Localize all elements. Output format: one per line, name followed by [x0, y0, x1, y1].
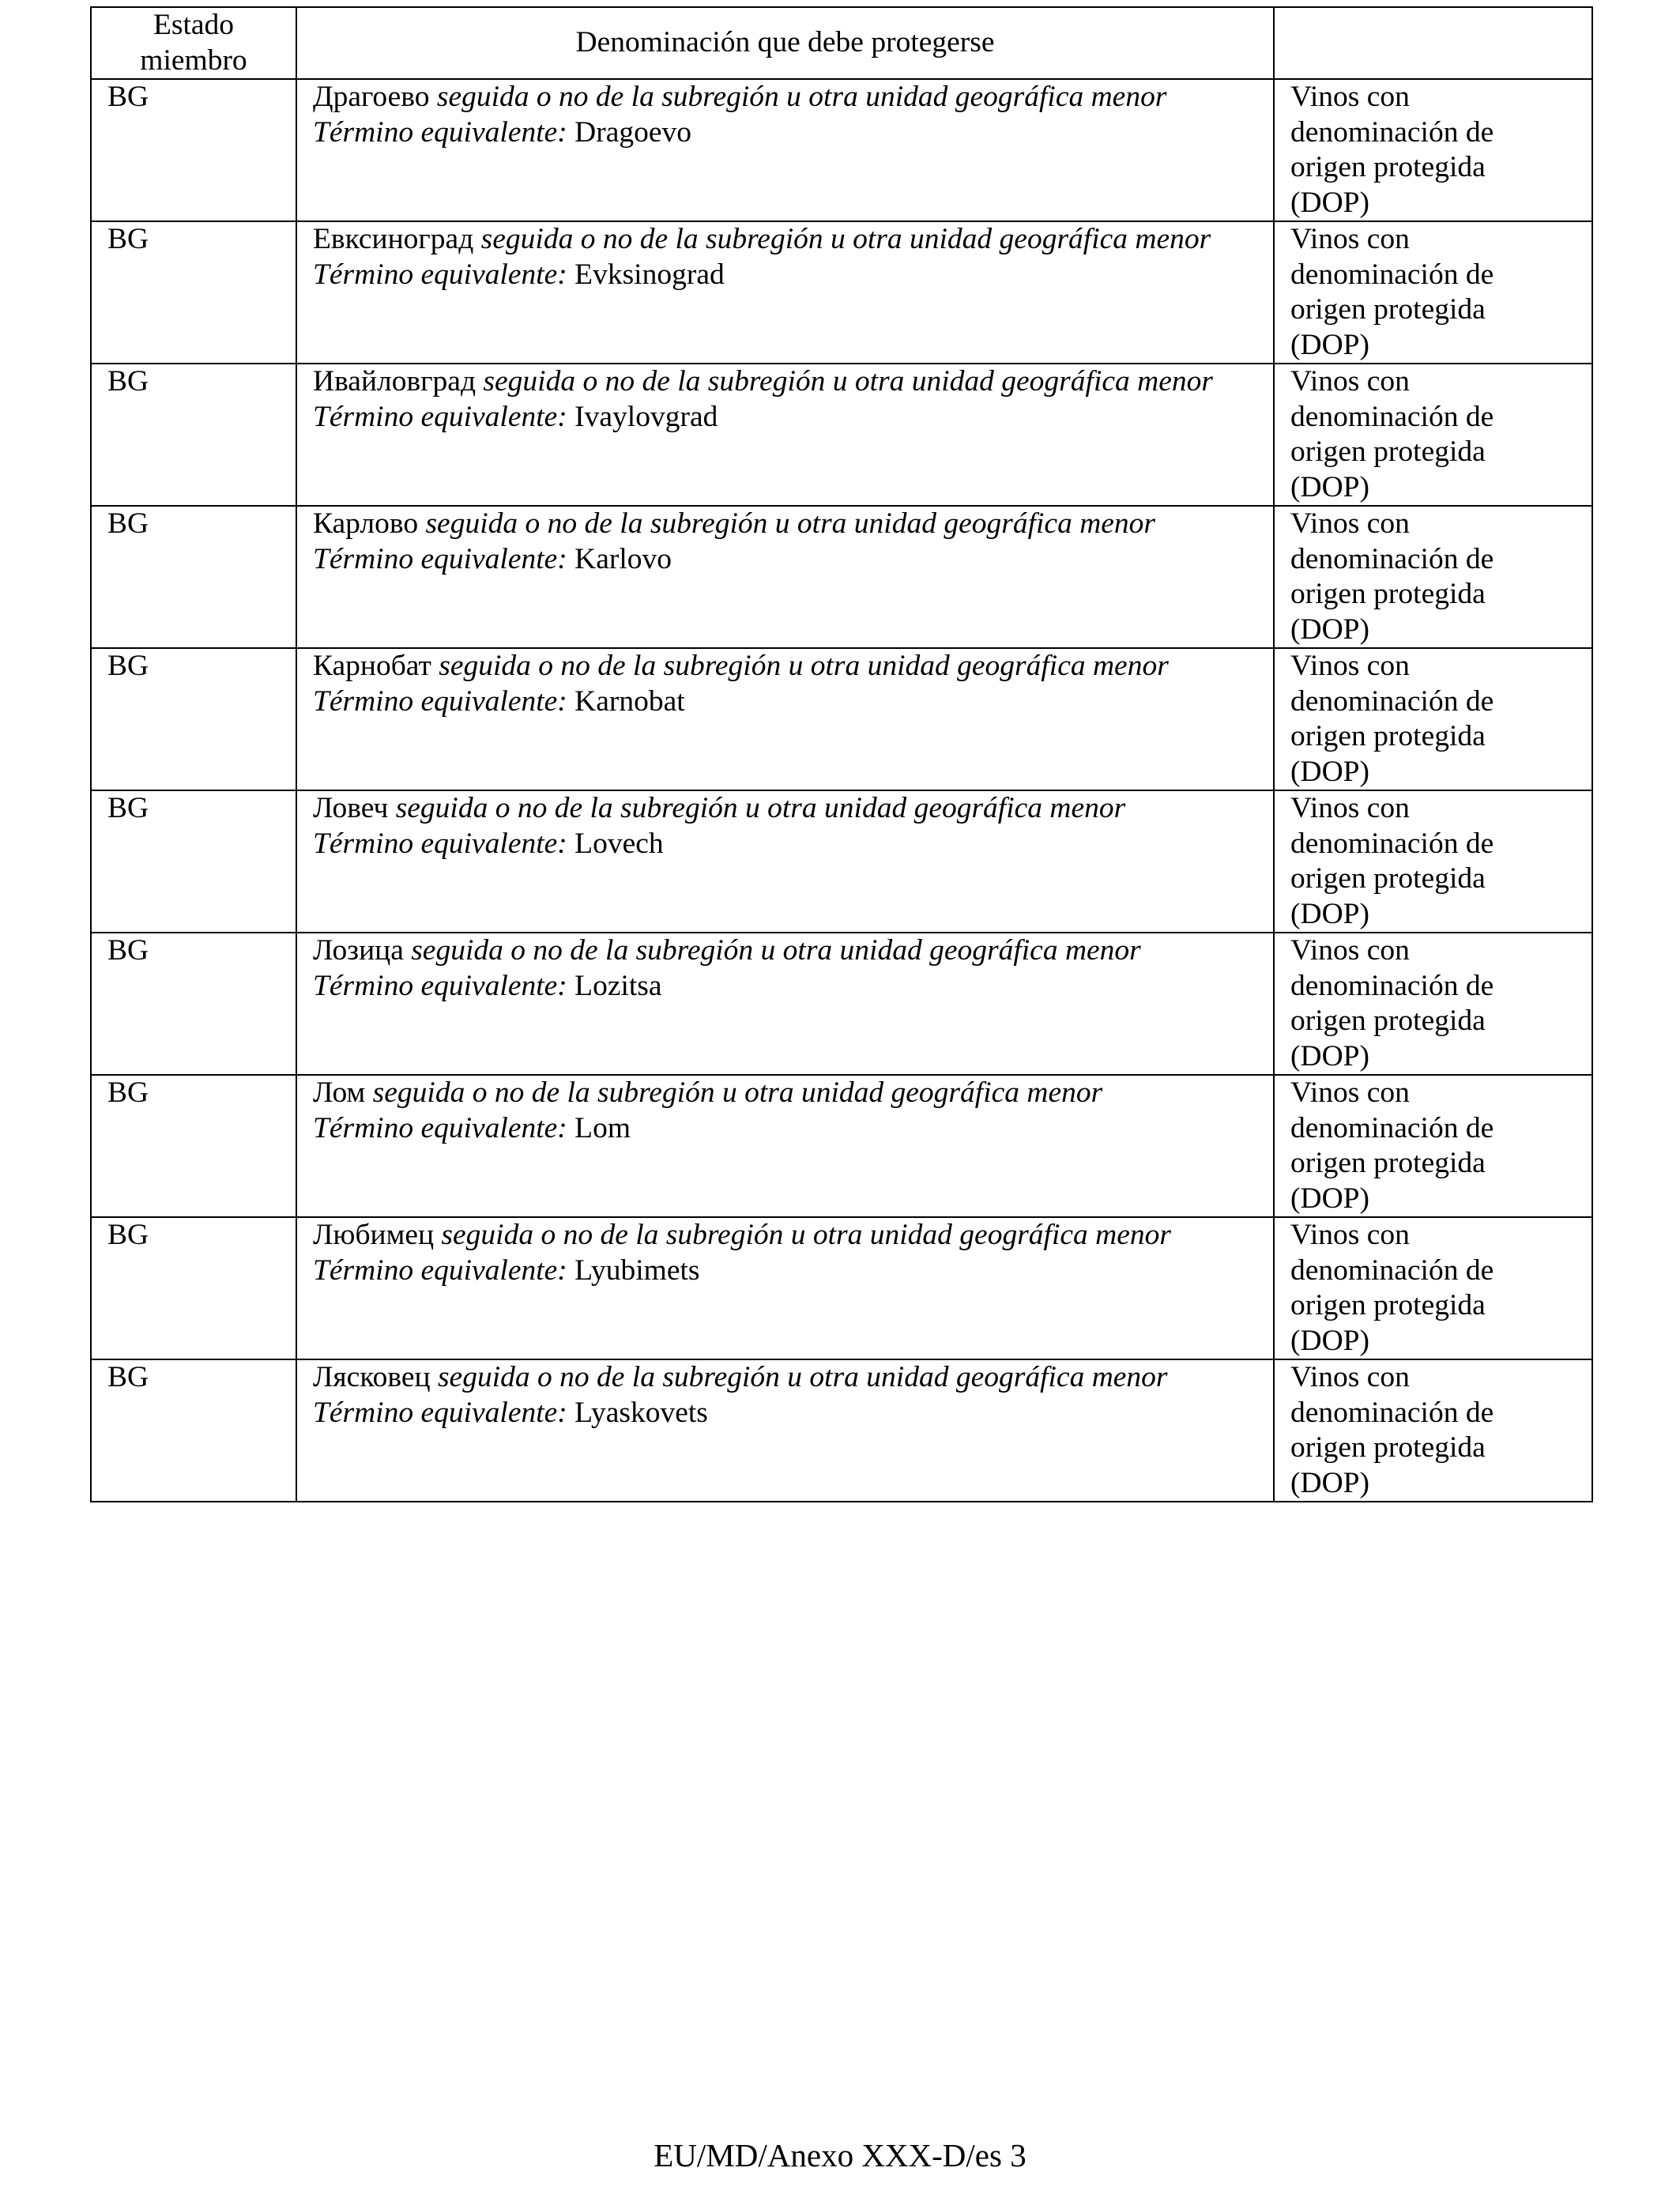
equivalent-term-line [313, 684, 1257, 720]
category-line: denominación de [1290, 969, 1494, 1002]
header-category [1274, 7, 1592, 79]
equivalent-term-label: Término equivalente: [313, 1396, 567, 1429]
category-line: denominación de [1290, 115, 1494, 149]
table-row [91, 790, 1592, 933]
category-line: origen protegida [1290, 1147, 1486, 1179]
category-cell [1274, 790, 1592, 933]
member-state-cell: BG [91, 1075, 296, 1217]
table-row [91, 933, 1592, 1075]
category-line: origen protegida [1290, 151, 1486, 183]
equivalent-term-line [313, 827, 1257, 862]
equivalent-term-value: Lom [574, 1111, 631, 1144]
equivalent-term-label: Término equivalente: [313, 684, 567, 718]
table-header-row [91, 7, 1592, 79]
equivalent-term-label: Término equivalente: [313, 827, 567, 860]
denomination-qualifier: seguida o no de la subregión u otra unidad geográfica menor [437, 1361, 1168, 1393]
category-line: (DOP) [1290, 1324, 1369, 1357]
category-cell [1274, 1359, 1592, 1502]
table-row [91, 1075, 1592, 1217]
category-line: Vinos con [1290, 650, 1410, 682]
denomination-qualifier: seguida o no de la subregión u otra unidad geográfica menor [483, 365, 1213, 398]
member-state-cell: BG [91, 221, 296, 364]
category-line: origen protegida [1290, 862, 1486, 895]
category-line: origen protegida [1290, 578, 1486, 610]
category-cell [1274, 79, 1592, 221]
equivalent-term-line [313, 1111, 1257, 1147]
table-row [91, 648, 1592, 790]
category-line: (DOP) [1290, 1039, 1369, 1072]
equivalent-term-label: Término equivalente: [313, 400, 567, 433]
member-state-cell: BG [91, 79, 296, 221]
category-line: origen protegida [1290, 720, 1486, 752]
denomination-name: Драгоево [313, 81, 430, 113]
denomination-name: Евксиноград [313, 223, 474, 255]
denomination-qualifier: seguida o no de la subregión u otra unidad geográfica menor [425, 507, 1156, 540]
category-line: origen protegida [1290, 1431, 1486, 1464]
denomination-cell [296, 221, 1274, 364]
denomination-cell [296, 933, 1274, 1075]
denomination-cell [296, 648, 1274, 790]
category-line: Vinos con [1290, 934, 1410, 967]
member-state-cell: BG [91, 1217, 296, 1359]
category-line: denominación de [1290, 542, 1494, 575]
equivalent-term-value: Lyubimets [574, 1253, 700, 1287]
denomination-name: Карлово [313, 507, 419, 540]
category-line: Vinos con [1290, 365, 1410, 398]
category-line: (DOP) [1290, 470, 1369, 503]
category-line: denominación de [1290, 827, 1494, 860]
category-line: origen protegida [1290, 435, 1486, 468]
table-row [91, 1217, 1592, 1359]
equivalent-term-value: Lovech [574, 827, 664, 860]
denomination-line [313, 80, 1257, 115]
equivalent-term-line [313, 400, 1257, 435]
page-footer-reference: EU/MD/Anexo XXX-D/es 3 [654, 2137, 1026, 2173]
category-line: origen protegida [1290, 293, 1486, 326]
denomination-name: Лом [313, 1076, 366, 1109]
equivalent-term-line [313, 1253, 1257, 1289]
denomination-qualifier: seguida o no de la subregión u otra unidad geográfica menor [439, 650, 1169, 682]
category-cell [1274, 506, 1592, 648]
denomination-name: Ивайловград [313, 365, 477, 398]
denomination-qualifier: seguida o no de la subregión u otra unidad geográfica menor [441, 1219, 1171, 1251]
denomination-qualifier: seguida o no de la subregión u otra unidad geográfica menor [411, 934, 1141, 967]
denomination-qualifier: seguida o no de la subregión u otra unidad geográfica menor [395, 792, 1126, 824]
denomination-line [313, 507, 1257, 542]
member-state-cell: BG [91, 648, 296, 790]
category-line: (DOP) [1290, 1466, 1369, 1499]
header-member-state-line1: Estado [153, 9, 235, 41]
category-line: origen protegida [1290, 1289, 1486, 1321]
category-line: Vinos con [1290, 81, 1410, 113]
category-line: (DOP) [1290, 1182, 1369, 1215]
denomination-cell [296, 790, 1274, 933]
denomination-line [313, 222, 1257, 258]
member-state-cell: BG [91, 1359, 296, 1502]
denomination-name: Карнобат [313, 650, 431, 682]
category-line: (DOP) [1290, 897, 1369, 930]
equivalent-term-value: Evksinograd [574, 258, 725, 291]
category-line: denominación de [1290, 684, 1494, 718]
equivalent-term-value: Ivaylovgrad [574, 400, 718, 433]
table-row [91, 221, 1592, 364]
category-line: (DOP) [1290, 328, 1369, 361]
denomination-qualifier: seguida o no de la subregión u otra unidad geográfica menor [372, 1076, 1103, 1109]
header-member-state-line2: miembro [140, 43, 247, 77]
equivalent-term-value: Lyaskovets [574, 1396, 708, 1429]
denomination-cell [296, 1359, 1274, 1502]
category-line: (DOP) [1290, 613, 1369, 646]
table-row [91, 506, 1592, 648]
denomination-cell [296, 79, 1274, 221]
category-line: Vinos con [1290, 1219, 1410, 1251]
denomination-name: Ловеч [313, 792, 389, 824]
equivalent-term-value: Karlovo [574, 542, 672, 575]
denomination-line [313, 1218, 1257, 1253]
equivalent-term-value: Dragoevo [574, 115, 692, 149]
equivalent-term-value: Lozitsa [574, 969, 662, 1002]
category-line: Vinos con [1290, 223, 1410, 255]
table-body [91, 79, 1592, 1502]
denomination-qualifier: seguida o no de la subregión u otra unidad geográfica menor [436, 81, 1167, 113]
denomination-name: Лясковец [313, 1361, 431, 1393]
equivalent-term-line [313, 542, 1257, 578]
equivalent-term-label: Término equivalente: [313, 1111, 567, 1144]
denomination-qualifier: seguida o no de la subregión u otra unidad geográfica menor [480, 223, 1211, 255]
equivalent-term-label: Término equivalente: [313, 542, 567, 575]
category-line: denominación de [1290, 400, 1494, 433]
category-line: Vinos con [1290, 1361, 1410, 1393]
category-line: origen protegida [1290, 1005, 1486, 1037]
category-line: Vinos con [1290, 507, 1410, 540]
equivalent-term-label: Término equivalente: [313, 969, 567, 1002]
member-state-cell: BG [91, 506, 296, 648]
equivalent-term-line [313, 115, 1257, 151]
category-cell [1274, 364, 1592, 506]
category-line: denominación de [1290, 1253, 1494, 1287]
category-line: (DOP) [1290, 186, 1369, 219]
header-denomination: Denominación que debe protegerse [296, 7, 1274, 79]
category-cell [1274, 221, 1592, 364]
table-row [91, 79, 1592, 221]
category-cell [1274, 933, 1592, 1075]
denomination-name: Любимец [313, 1219, 435, 1251]
member-state-cell: BG [91, 933, 296, 1075]
table-row [91, 1359, 1592, 1502]
category-line: denominación de [1290, 258, 1494, 291]
equivalent-term-line [313, 969, 1257, 1005]
category-line: Vinos con [1290, 792, 1410, 824]
denomination-cell [296, 1217, 1274, 1359]
category-line: Vinos con [1290, 1076, 1410, 1109]
category-line: denominación de [1290, 1111, 1494, 1144]
denomination-cell [296, 506, 1274, 648]
member-state-cell: BG [91, 790, 296, 933]
equivalent-term-label: Término equivalente: [313, 115, 567, 149]
equivalent-term-label: Término equivalente: [313, 1253, 567, 1287]
equivalent-term-value: Karnobat [574, 684, 685, 718]
denomination-cell [296, 1075, 1274, 1217]
denominations-table [90, 6, 1593, 1502]
denomination-line [313, 1360, 1257, 1396]
table-row [91, 364, 1592, 506]
denomination-line [313, 791, 1257, 827]
denomination-line [313, 933, 1257, 969]
category-line: (DOP) [1290, 755, 1369, 788]
category-cell [1274, 648, 1592, 790]
member-state-cell: BG [91, 364, 296, 506]
equivalent-term-line [313, 1396, 1257, 1431]
header-member-state [91, 7, 296, 79]
equivalent-term-line [313, 258, 1257, 293]
denomination-line [313, 649, 1257, 684]
category-cell [1274, 1217, 1592, 1359]
denomination-name: Лозица [313, 934, 404, 967]
denomination-line [313, 1076, 1257, 1111]
denomination-line [313, 364, 1257, 400]
denomination-cell [296, 364, 1274, 506]
category-cell [1274, 1075, 1592, 1217]
equivalent-term-label: Término equivalente: [313, 258, 567, 291]
category-line: denominación de [1290, 1396, 1494, 1429]
